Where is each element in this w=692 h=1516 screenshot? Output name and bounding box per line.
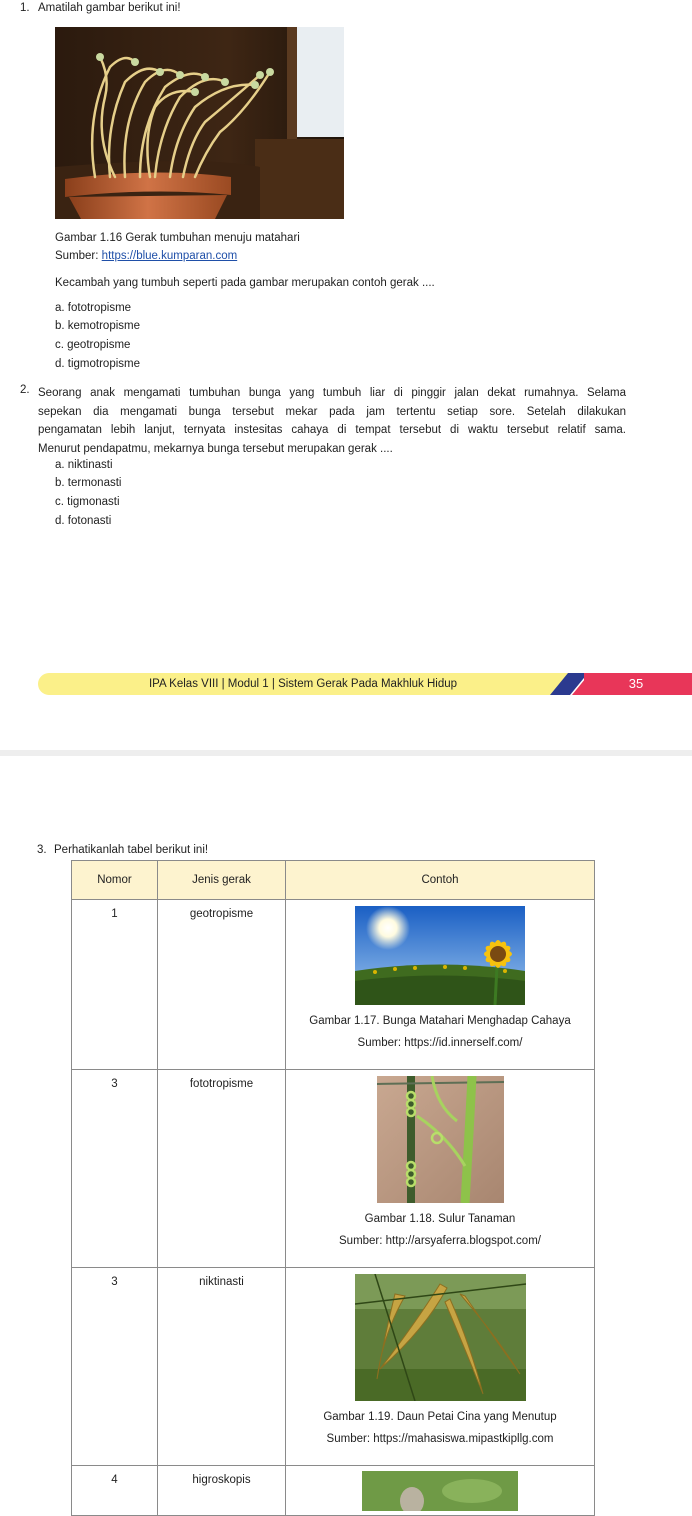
q1-source	[55, 250, 237, 262]
row-1-caption: Gambar 1.17. Bunga Matahari Menghadap Cahaya	[309, 1015, 571, 1027]
q1-source-label: Sumber:	[55, 250, 99, 262]
q2-text	[38, 384, 626, 458]
page-footer	[38, 673, 692, 695]
row-2-nomor: 3	[72, 1070, 158, 1268]
row-3-jenis: niktinasti	[158, 1268, 286, 1466]
header-jenis-gerak: Jenis gerak	[158, 861, 286, 900]
row-4-contoh	[286, 1466, 595, 1516]
header-nomor: Nomor	[72, 861, 158, 900]
q2-option-c: c. tigmonasti	[55, 496, 120, 508]
movement-table	[71, 860, 595, 1516]
row-3-contoh	[286, 1268, 595, 1466]
q2-line-4: Menurut pendapatmu, mekarnya bunga tersebut merupakan gerak ....	[38, 442, 393, 455]
q2-option-a: a. niktinasti	[55, 459, 113, 471]
table-row	[72, 1466, 595, 1516]
q1-source-link[interactable]: https://blue.kumparan.com	[101, 250, 238, 262]
row-1-source: Sumber: https://id.innerself.com/	[357, 1037, 523, 1049]
higroskopis-photo	[362, 1471, 518, 1511]
page-separator	[0, 750, 692, 756]
row-2-source: Sumber: http://arsyaferra.blogspot.com/	[339, 1235, 541, 1247]
q3-prompt: Perhatikanlah tabel berikut ini!	[54, 844, 209, 856]
table-row	[72, 1070, 595, 1268]
q1-question: Kecambah yang tumbuh seperti pada gambar merupakan contoh gerak ....	[55, 277, 435, 289]
q2-number: 2.	[20, 384, 30, 396]
q2-line-3: pengamatan lebih lanjut, ternyata instesitas cahaya di tempat tersebut di waktu tersebut relatif sama.	[38, 424, 626, 436]
sprouts-in-pot-photo	[55, 27, 344, 219]
table-row	[72, 900, 595, 1070]
row-4-jenis: higroskopis	[158, 1466, 286, 1516]
petai-cina-leaves-photo	[355, 1274, 526, 1401]
row-2-contoh	[286, 1070, 595, 1268]
q3-number: 3.	[37, 844, 47, 856]
tendril-photo	[377, 1076, 504, 1203]
q2-line-2: sepekan dia mengamati bunga tersebut mekar pada jam tertentu setiap sore. Setelah dilakukan	[38, 405, 626, 418]
q1-number: 1.	[20, 2, 30, 14]
table-header-row	[72, 861, 595, 900]
q2-option-b: b. termonasti	[55, 477, 122, 489]
q1-prompt: Amatilah gambar berikut ini!	[38, 2, 181, 14]
row-4-nomor: 4	[72, 1466, 158, 1516]
row-2-jenis: fototropisme	[158, 1070, 286, 1268]
page-number: 35	[628, 676, 644, 691]
sunflower-photo	[355, 906, 525, 1005]
header-contoh: Contoh	[286, 861, 595, 900]
q1-figure-caption: Gambar 1.16 Gerak tumbuhan menuju matahari	[55, 232, 300, 244]
q1-option-d: d. tigmotropisme	[55, 358, 141, 370]
q1-option-a: a. fototropisme	[55, 302, 132, 314]
q1-option-b: b. kemotropisme	[55, 320, 141, 332]
row-3-nomor: 3	[72, 1268, 158, 1466]
row-3-source: Sumber: https://mahasiswa.mipastkipllg.com	[326, 1433, 554, 1445]
table-row	[72, 1268, 595, 1466]
row-1-nomor: 1	[72, 900, 158, 1070]
q1-option-c: c. geotropisme	[55, 339, 131, 351]
q2-line-1: Seorang anak mengamati tumbuhan bunga yang tumbuh liar di pinggir jalan dekat rumahnya. Selama	[38, 387, 626, 399]
row-3-caption: Gambar 1.19. Daun Petai Cina yang Menutup	[323, 1411, 557, 1423]
row-1-jenis: geotropisme	[158, 900, 286, 1070]
row-2-caption: Gambar 1.18. Sulur Tanaman	[364, 1213, 516, 1225]
row-1-contoh	[286, 900, 595, 1070]
q2-option-d: d. fotonasti	[55, 515, 112, 527]
footer-text: IPA Kelas VIII | Modul 1 | Sistem Gerak Pada Makhluk Hidup	[148, 678, 458, 690]
